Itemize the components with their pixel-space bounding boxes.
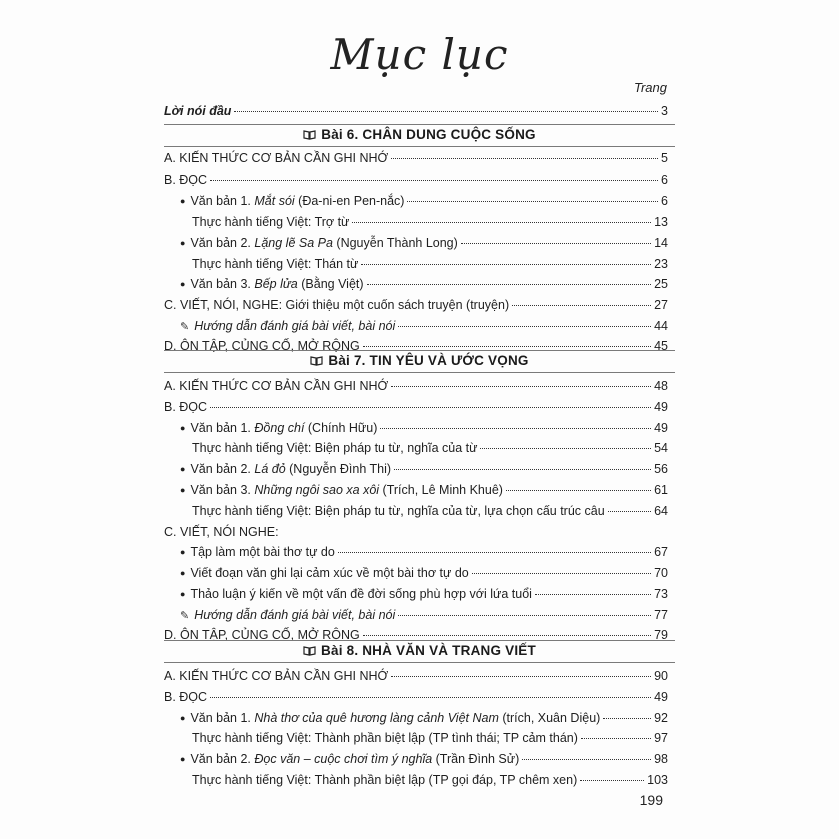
toc-entry[interactable]: A. KIẾN THỨC CƠ BẢN CẦN GHI NHỚ 5 [164,151,668,165]
toc-entry[interactable]: Thực hành tiếng Việt: Thành phần biệt lập (TP tình thái; TP cảm thán) 97 [192,731,668,745]
leader-dots [210,180,658,181]
leader-dots [391,386,651,387]
leader-dots [380,428,651,429]
leader-dots [398,326,651,327]
leader-dots [603,718,651,719]
toc-entry[interactable]: A. KIẾN THỨC CƠ BẢN CẦN GHI NHỚ 48 [164,379,668,393]
toc-entry[interactable]: D. ÔN TẬP, CỦNG CỐ, MỞ RỘNG 79 [164,628,668,642]
book-icon [303,646,316,656]
toc-entry[interactable]: ● Thảo luận ý kiến về một vấn đề đời sống phù hợp với lứa tuổi 73 [180,587,668,601]
bullet-icon: ● [180,238,186,248]
leader-dots [338,552,651,553]
toc-entry[interactable]: ● Văn bản 1. Mắt sói (Đa-ni-en Pen-nắc) 6 [180,194,668,208]
toc-entry[interactable]: Thực hành tiếng Việt: Biện pháp tu từ, nghĩa của từ, lựa chọn cấu trúc câu 64 [192,504,668,518]
toc-entry[interactable]: D. ÔN TẬP, CỦNG CỐ, MỞ RỘNG 45 [164,339,668,353]
leader-dots [580,780,644,781]
toc-entry[interactable]: A. KIẾN THỨC CƠ BẢN CẦN GHI NHỚ 90 [164,669,668,683]
pen-icon: ✎ [180,321,190,333]
page-column-label: Trang [634,80,667,95]
divider [164,146,675,147]
toc-entry[interactable]: ✎ Hướng dẫn đánh giá bài viết, bài nói 44 [180,319,668,333]
leader-dots [234,111,658,112]
leader-dots [391,676,651,677]
book-icon [303,130,316,140]
divider [164,372,675,373]
leader-dots [512,305,651,306]
page-title: Mục lục [330,30,509,79]
toc-entry[interactable]: ● Văn bản 3. Bếp lửa (Bằng Việt) 25 [180,277,668,291]
section-heading: Bài 6. CHÂN DUNG CUỘC SỐNG [0,127,839,142]
toc-entry[interactable]: ● Tập làm một bài thơ tự do 67 [180,545,668,559]
toc-entry[interactable]: Thực hành tiếng Việt: Trợ từ 13 [192,215,668,229]
pen-icon: ✎ [180,610,190,622]
toc-entry[interactable]: ● Văn bản 2. Đọc văn – cuộc chơi tìm ý nghĩa (Trần Đình Sử) 98 [180,752,668,766]
leader-dots [394,469,651,470]
toc-entry[interactable]: Thực hành tiếng Việt: Thán từ 23 [192,257,668,271]
bullet-icon: ● [180,568,186,578]
toc-entry[interactable]: B. ĐỌC 49 [164,400,668,414]
bullet-icon: ● [180,589,186,599]
leader-dots [367,284,652,285]
page-number: 199 [639,792,663,808]
toc-entry-intro[interactable]: Lời nói đầu 3 [164,104,668,118]
bullet-icon: ● [180,485,186,495]
divider [164,640,675,641]
toc-entry[interactable]: ● Văn bản 2. Lá đỏ (Nguyễn Đình Thi) 56 [180,462,668,476]
bullet-icon: ● [180,713,186,723]
leader-dots [210,697,651,698]
bullet-icon: ● [180,547,186,557]
leader-dots [581,738,651,739]
divider [164,350,675,351]
toc-entry[interactable]: ● Văn bản 1. Nhà thơ của quê hương làng cảnh Việt Nam (trích, Xuân Diệu) 92 [180,711,668,725]
divider [164,662,675,663]
leader-dots [472,573,651,574]
leader-dots [608,511,651,512]
toc-entry[interactable]: ● Văn bản 1. Đồng chí (Chính Hữu) 49 [180,421,668,435]
leader-dots [361,264,651,265]
leader-dots [391,158,658,159]
book-icon [310,356,323,366]
toc-entry[interactable]: B. ĐỌC 49 [164,690,668,704]
toc-entry[interactable]: Thực hành tiếng Việt: Thành phần biệt lập (TP gọi đáp, TP chêm xen) 103 [192,773,668,787]
toc-entry[interactable]: ● Viết đoạn văn ghi lại cảm xúc về một bài thơ tự do 70 [180,566,668,580]
leader-dots [398,615,651,616]
bullet-icon: ● [180,279,186,289]
toc-entry[interactable]: Thực hành tiếng Việt: Biện pháp tu từ, nghĩa của từ 54 [192,441,668,455]
toc-entry[interactable]: ● Văn bản 2. Lặng lẽ Sa Pa (Nguyễn Thành Long) 14 [180,236,668,250]
bullet-icon: ● [180,196,186,206]
toc-entry[interactable]: ✎ Hướng dẫn đánh giá bài viết, bài nói 77 [180,608,668,622]
bullet-icon: ● [180,423,186,433]
toc-entry: C. VIẾT, NÓI NGHE: [164,525,279,539]
leader-dots [461,243,651,244]
leader-dots [352,222,651,223]
leader-dots [522,759,651,760]
bullet-icon: ● [180,464,186,474]
bullet-icon: ● [180,754,186,764]
leader-dots [363,635,651,636]
leader-dots [480,448,651,449]
section-heading: Bài 7. TIN YÊU VÀ ƯỚC VỌNG [0,353,839,368]
toc-entry[interactable]: C. VIẾT, NÓI, NGHE: Giới thiệu một cuốn sách truyện (truyện) 27 [164,298,668,312]
leader-dots [210,407,651,408]
leader-dots [506,490,651,491]
toc-entry[interactable]: ● Văn bản 3. Những ngôi sao xa xôi (Trích, Lê Minh Khuê) 61 [180,483,668,497]
leader-dots [535,594,651,595]
toc-entry[interactable]: B. ĐỌC 6 [164,173,668,187]
leader-dots [407,201,658,202]
divider [164,124,675,125]
leader-dots [363,346,651,347]
section-heading: Bài 8. NHÀ VĂN VÀ TRANG VIẾT [0,643,839,658]
